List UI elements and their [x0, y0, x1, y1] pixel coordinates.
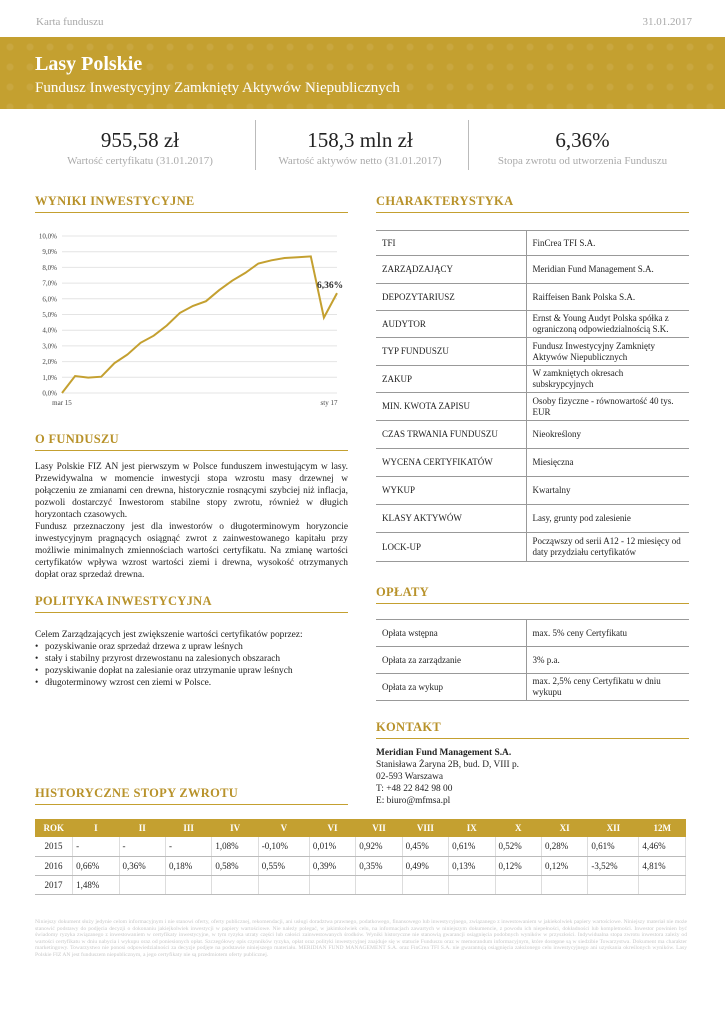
kpi-caption: Wartość aktywów netto (31.01.2017) [278, 155, 442, 167]
characteristic-value: Począwszy od serii A12 - 12 miesięcy od daty przydziału certyfikatów [526, 533, 689, 562]
history-year: 2015 [35, 837, 73, 856]
y-tick-label: 8,0% [42, 263, 57, 272]
section-title-contact: KONTAKT [376, 720, 442, 734]
history-header-cell: XII [588, 819, 639, 837]
characteristic-value: Nieokreślony [526, 421, 689, 449]
characteristics-row [376, 421, 689, 449]
history-value: 0,01% [309, 837, 355, 856]
history-value [495, 875, 541, 894]
characteristic-value: Osoby fizyczne - równowartość 40 tys. EUR [526, 393, 689, 421]
history-year: 2016 [35, 856, 73, 875]
history-year: 2017 [35, 875, 73, 894]
history-value: 0,28% [541, 837, 587, 856]
fee-name: Opłata wstępna [376, 620, 526, 647]
history-value [165, 875, 211, 894]
history-value: 0,58% [212, 856, 258, 875]
fee-value: max. 2,5% ceny Certyfikatu w dniu wykupu [526, 674, 689, 701]
contact-street: Stanisława Żaryna 2B, bud. D, VIII p. [376, 760, 520, 770]
history-value [402, 875, 448, 894]
fee-row [376, 647, 689, 674]
contact-block [376, 747, 519, 807]
about-paragraph: Lasy Polskie FIZ AN jest pierwszym w Polsce funduszem inwestującym w lasy. Przewidywalna w momencie inwestycji stopa wzrostu masy drzewnej w połączeniu ze zmianami cen drewna, historycznie rosnącymi szybciej niż inflacja, pozwoli dostarczyć Inwestorom stabilne stopy zwrotu, również w długich horyzontach czasowych. [35, 462, 348, 520]
section-title-results: WYNIKI INWESTYCYJNE [35, 194, 195, 208]
history-value [119, 875, 165, 894]
characteristics-row [376, 311, 689, 338]
history-value: - [73, 837, 119, 856]
contact-company: Meridian Fund Management S.A. [376, 748, 512, 758]
characteristic-value: Miesięczna [526, 449, 689, 477]
section-title-policy: POLITYKA INWESTYCYJNA [35, 594, 212, 608]
history-row [35, 837, 686, 856]
x-tick-label: mar 15 [52, 399, 72, 407]
characteristic-key: WYCENA CERTYFIKATÓW [376, 449, 526, 477]
performance-chart [32, 228, 362, 413]
fund-name: Lasy Polskie [35, 53, 143, 75]
kpi-divider [468, 120, 469, 170]
characteristics-row [376, 477, 689, 505]
history-value [588, 875, 639, 894]
history-header-cell: X [495, 819, 541, 837]
characteristic-key: AUDYTOR [376, 311, 526, 338]
history-value: 0,12% [541, 856, 587, 875]
history-header-cell: VI [309, 819, 355, 837]
history-value [541, 875, 587, 894]
about-paragraph: Fundusz przeznaczony jest dla inwestorów o długoterminowym horyzoncie inwestycyjnym pragnących osiągnąć zwrot z zainwestowanego kapitału przy możliwie minimalnych zmiennościach wartości certyfikatu. Na zmianę wartości certyfikatów wpływa wzrost wartości ziemi i drewna, wysokość otrzymanych dopłat oraz sprzedaż drewna. [35, 522, 348, 580]
history-value [212, 875, 258, 894]
policy-item: • pozyskiwanie oraz sprzedaż drzewa z upraw leśnych [35, 641, 348, 653]
section-title-fees: OPŁATY [376, 585, 429, 599]
history-value: 0,39% [309, 856, 355, 875]
history-value: - [165, 837, 211, 856]
history-value: 0,66% [73, 856, 119, 875]
history-value: 0,61% [449, 837, 495, 856]
kpi-value: 955,58 zł [100, 128, 180, 152]
history-value [449, 875, 495, 894]
history-value: - [119, 837, 165, 856]
kpi-caption: Wartość certyfikatu (31.01.2017) [67, 155, 213, 167]
history-value [639, 875, 686, 894]
policy-item: • pozyskiwanie dopłat na zalesianie oraz utrzymanie upraw leśnych [35, 665, 348, 677]
fund-type: Fundusz Inwestycyjny Zamknięty Aktywów Niepublicznych [35, 80, 400, 96]
history-value: 0,52% [495, 837, 541, 856]
history-header-cell: I [73, 819, 119, 837]
characteristics-row [376, 449, 689, 477]
characteristics-row [376, 338, 689, 366]
history-value: 0,55% [258, 856, 309, 875]
top-strip [0, 0, 725, 38]
fee-value: max. 5% ceny Certyfikatu [526, 620, 689, 647]
characteristics-row [376, 231, 689, 256]
contact-email[interactable]: E: biuro@mfmsa.pl [376, 796, 451, 806]
history-value: 1,08% [212, 837, 258, 856]
kpi-divider [255, 120, 256, 170]
fee-value: 3% p.a. [526, 647, 689, 674]
characteristic-key: ZAKUP [376, 366, 526, 393]
y-tick-label: 4,0% [42, 326, 57, 335]
history-value: 0,92% [356, 837, 402, 856]
about-text [35, 461, 348, 581]
policy-text [35, 629, 348, 689]
history-header-cell: IV [212, 819, 258, 837]
kpi-value: 158,3 mln zł [307, 128, 413, 152]
characteristic-value: Kwartalny [526, 477, 689, 505]
history-value: -3,52% [588, 856, 639, 875]
contact-phone: T: +48 22 842 98 00 [376, 784, 453, 794]
history-value: -0,10% [258, 837, 309, 856]
history-header-cell: 12M [639, 819, 686, 837]
fee-name: Opłata za wykup [376, 674, 526, 701]
policy-item: • stały i stabilny przyrost drzewostanu na zalesionych obszarach [35, 653, 348, 665]
history-value: 4,81% [639, 856, 686, 875]
history-value: 4,46% [639, 837, 686, 856]
history-value: 0,13% [449, 856, 495, 875]
characteristic-value: Lasy, grunty pod zalesienie [526, 505, 689, 533]
contact-city: 02-593 Warszawa [376, 772, 444, 782]
y-tick-label: 7,0% [42, 279, 57, 288]
history-value: 0,18% [165, 856, 211, 875]
characteristic-value: Meridian Fund Management S.A. [526, 256, 689, 284]
characteristic-value: W zamkniętych okresach subskrypcyjnych [526, 366, 689, 393]
history-header-cell: II [119, 819, 165, 837]
characteristics-row [376, 256, 689, 284]
history-value: 1,48% [73, 875, 119, 894]
policy-item: • długoterminowy wzrost cen ziemi w Polsce. [35, 677, 348, 689]
characteristics-table [376, 230, 689, 562]
kpi-caption: Stopa zwrotu od utworzenia Funduszu [497, 155, 668, 167]
section-title-history: HISTORYCZNE STOPY ZWROTU [35, 786, 239, 800]
history-value: 0,45% [402, 837, 448, 856]
y-tick-label: 1,0% [42, 373, 57, 382]
history-value: 0,36% [119, 856, 165, 875]
history-row [35, 856, 686, 875]
y-tick-label: 5,0% [42, 311, 57, 319]
section-rule [35, 212, 348, 213]
section-rule [35, 804, 348, 805]
fee-row [376, 620, 689, 647]
fee-row [376, 674, 689, 701]
history-value: 0,12% [495, 856, 541, 875]
policy-intro: Celem Zarządzających jest zwiększenie wartości certyfikatów poprzez: [35, 630, 303, 640]
history-header-cell: ROK [35, 819, 73, 837]
history-header-cell: III [165, 819, 211, 837]
series-line [62, 256, 337, 393]
section-rule [35, 612, 348, 613]
section-rule [376, 738, 689, 739]
history-value: 0,49% [402, 856, 448, 875]
characteristic-key: TFI [376, 231, 526, 256]
history-row [35, 875, 686, 894]
characteristic-key: MIN. KWOTA ZAPISU [376, 393, 526, 421]
history-value [356, 875, 402, 894]
characteristic-key: TYP FUNDUSZU [376, 338, 526, 366]
policy-list [35, 641, 348, 689]
kpi-value: 6,36% [555, 128, 610, 152]
characteristic-key: CZAS TRWANIA FUNDUSZU [376, 421, 526, 449]
characteristic-key: ZARZĄDZAJĄCY [376, 256, 526, 284]
end-value-label: 6,36% [317, 281, 344, 292]
characteristic-value: Ernst & Young Audyt Polska spółka z ograniczoną odpowiedzialnością S.K. [526, 311, 689, 338]
characteristic-key: KLASY AKTYWÓW [376, 505, 526, 533]
section-title-about: O FUNDUSZU [35, 432, 119, 446]
y-tick-label: 6,0% [42, 295, 57, 304]
section-rule [376, 212, 689, 213]
section-rule [35, 450, 348, 451]
characteristic-value: FinCrea TFI S.A. [526, 231, 689, 256]
fee-name: Opłata za zarządzanie [376, 647, 526, 674]
historical-returns-table [35, 819, 686, 895]
characteristics-row [376, 393, 689, 421]
x-tick-label: sty 17 [320, 399, 338, 407]
section-rule [376, 603, 689, 604]
characteristics-row [376, 505, 689, 533]
history-header-cell: V [258, 819, 309, 837]
history-header-cell: IX [449, 819, 495, 837]
characteristics-row [376, 284, 689, 311]
history-value: 0,61% [588, 837, 639, 856]
section-title-characteristics: CHARAKTERYSTYKA [376, 194, 514, 208]
history-value [309, 875, 355, 894]
kpi-net-assets [260, 128, 460, 167]
characteristics-row [376, 366, 689, 393]
y-tick-label: 2,0% [42, 358, 57, 367]
fees-table [376, 619, 689, 701]
y-tick-label: 3,0% [42, 342, 57, 351]
history-header-cell: VIII [402, 819, 448, 837]
y-tick-label: 9,0% [42, 248, 57, 257]
y-tick-label: 0,0% [42, 389, 57, 398]
history-header-cell: VII [356, 819, 402, 837]
characteristic-key: LOCK-UP [376, 533, 526, 562]
document-type: Karta funduszu [36, 16, 104, 28]
characteristic-key: WYKUP [376, 477, 526, 505]
characteristic-value: Raiffeisen Bank Polska S.A. [526, 284, 689, 311]
title-banner [0, 37, 725, 109]
characteristics-row [376, 533, 689, 562]
characteristic-value: Fundusz Inwestycyjny Zamknięty Aktywów Niepublicznych [526, 338, 689, 366]
history-value: 0,35% [356, 856, 402, 875]
history-value [258, 875, 309, 894]
y-tick-label: 10,0% [38, 232, 57, 241]
disclaimer: Niniejszy dokument służy jedynie celom informacyjnym i nie stanowi oferty, oferty publicznej, rekomendacji, ani usługi doradztwa prawnego, podatkowego, finansowego lub inwestycyjnego, związanego z inwestowaniem w jakiekolwiek papiery wartościowe. Niniejszy materiał nie może stanowić podstawy do podjęcia decyzji o dokonaniu jakiejkolwiek inwestycji w papiery wartościowe. Nie należy polegać, w jakimkolwiek celu, na informacjach zawartych w niniejszym dokumencie, z powodu ich niepełności, dokładności lub kompletności. Inwestor powinien być świadomy ryzyka związanego z inwestowaniem w certyfikaty inwestycyjne, w tym ryzyka utraty części lub całości zainwestowanych środków. Wyniki historyczne nie stanowią gwarancji osiągnięcia podobnych wyników w przyszłości. Indywidualna stopa zwrotu inwestora zależy od wartości certyfikatu w dniu nabycia i wykupu oraz od poniesionych opłat. Szczegółowy opis czynników ryzyka, opłat oraz polityki inwestycyjnej znajduje się w statucie Funduszu oraz w memorandum informacyjnym, które dostępne są w siedzibie Towarzystwa. Dokument ma charakter marketingowy. Towarzystwo nie ponosi odpowiedzialności za decyzje podjęte na podstawie niniejszego materiału. MERIDIAN FUND MANAGEMENT S.A. oraz FinCrea TFI S.A. nie gwarantują osiągnięcia założonego celu inwestycyjnego ani uzyskania określonych wyników. Lasy Polskie FIZ AN jest funduszem niepublicznym, a jego certyfikaty nie są przedmiotem oferty publicznej. [35, 919, 687, 958]
history-header-cell: XI [541, 819, 587, 837]
kpi-certificate-value [40, 128, 240, 167]
kpi-return [475, 128, 690, 167]
characteristic-key: DEPOZYTARIUSZ [376, 284, 526, 311]
document-date: 31.01.2017 [642, 16, 692, 28]
